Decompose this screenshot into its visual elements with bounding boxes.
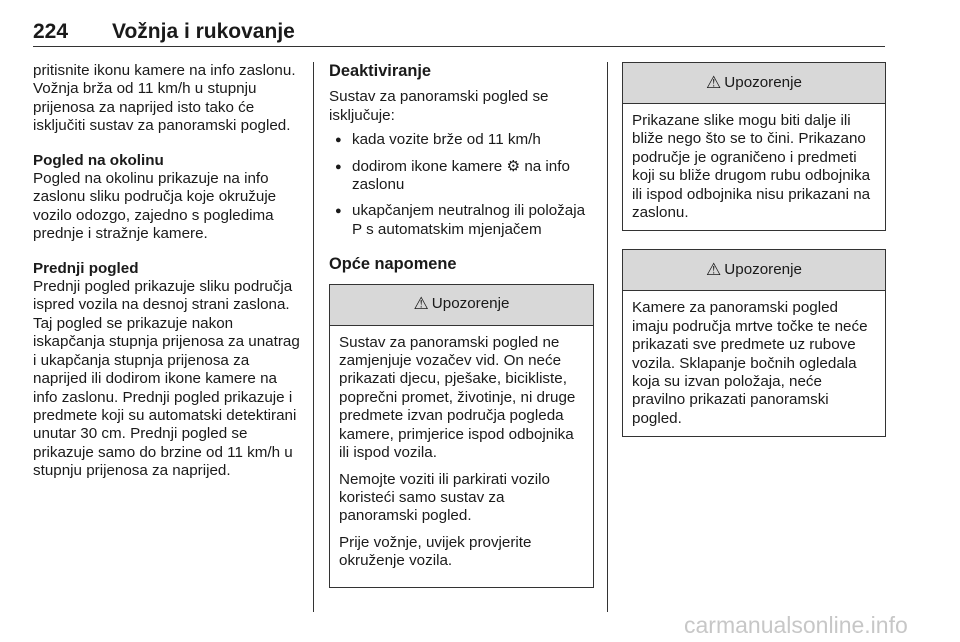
page-title: Vožnja i rukovanje: [112, 20, 295, 43]
intro-paragraph: pritisnite ikonu kamere na info zaslonu. Vožnja brža od 11 km/h u stupnju prijenosa za naprijed isto tako će isključiti sustav za panoramski pogled.: [33, 62, 296, 135]
warning-body: [623, 104, 885, 230]
deactivation-intro: Sustav za panoramski pogled se isključuje:: [329, 88, 549, 124]
deactivation-list: [329, 131, 594, 239]
warning-icon: ⚠: [706, 260, 722, 280]
list-item: ● dodirom ikone kamere ⚙ na info zaslonu: [329, 158, 594, 195]
warning-title: Upozorenje: [724, 73, 802, 91]
column-divider: [607, 62, 608, 612]
warning-paragraph: Nemojte voziti ili parkirati vozilo koristeći samo sustav za panoramski pogled.: [339, 470, 551, 525]
general-notes-heading: Opće napomene: [329, 255, 457, 274]
warning-header: [330, 285, 593, 326]
warning-paragraph: Sustav za panoramski pogled ne zamjenjuje vozačev vid. On neće prikazati djecu, pješake, bicikliste, poprečni promet, životinje, ni druge predmete izvan područja pogleda kamere, primjerice ispod odbojnika ili ispod vozila.: [339, 333, 576, 462]
warning-icon: ⚠: [413, 294, 429, 314]
warning-body: [330, 326, 593, 587]
list-item: ● kada vozite brže od 11 km/h: [329, 131, 594, 149]
surround-view-heading: Pogled na okolinu: [33, 151, 164, 169]
warning-header: [623, 63, 885, 104]
warning-box: [329, 284, 594, 588]
warning-paragraph: Prikazane slike mogu biti dalje ili bliže nego što se to čini. Prikazano područje je ograničeno i predmeti koji su bliže drugom rubu odbojnika ili ispod odbojnika nisu prikazani na zaslonu.: [632, 112, 871, 222]
warning-paragraph: Kamere za panoramski pogled imaju područja mrtve točke te neće prikazati sve predmete uz rubove vozila. Sklapanje bočnih ogledala koja su izvan položaja, neće pravilno prikazati panoramski pogled.: [632, 299, 868, 427]
front-view-heading: Prednji pogled: [33, 259, 139, 277]
deactivation-heading: Deaktiviranje: [329, 62, 432, 80]
column-left: [33, 62, 305, 491]
page-header: [33, 6, 885, 47]
warning-paragraph: Prije vožnje, uvijek provjerite okruženje vozila.: [339, 533, 532, 570]
warning-header: [623, 250, 885, 291]
warning-body: [623, 291, 885, 436]
warning-icon: ⚠: [706, 72, 722, 92]
column-middle: [329, 62, 594, 588]
page-number: 224: [33, 20, 69, 43]
warning-title: Upozorenje: [724, 261, 802, 279]
column-right: [622, 62, 886, 437]
front-view-text: Prednji pogled prikazuje sliku područja ispred vozila na desnoj strani zaslona. Taj pogled se prikazuje nakon iskapčanja stupnja prijenosa za unatrag i ukapčanja stupnja prijenosa za naprijed ili dodirom ikone kamere na info zaslonu. Prednji pogled prikazuje i predmete koji su automatski detektirani unutar 30 cm. Prednji pogled se prikazuje samo do brzine od 11 km/h u stupnju prijenosa za naprijed.: [33, 278, 300, 480]
warning-box: [622, 249, 886, 437]
warning-box: [622, 62, 886, 231]
watermark: carmanualsonline.info: [684, 612, 908, 638]
list-item: ● ukapčanjem neutralnog ili položaja P s automatskim mjenjačem: [329, 202, 594, 239]
warning-title: Upozorenje: [431, 295, 510, 313]
column-divider: [313, 62, 314, 612]
surround-view-text: Pogled na okolinu prikazuje na info zaslonu sliku područja koje okružuje vozilo odozgo, zajedno s pogledima prednje i stražnje kamere.: [33, 170, 277, 243]
